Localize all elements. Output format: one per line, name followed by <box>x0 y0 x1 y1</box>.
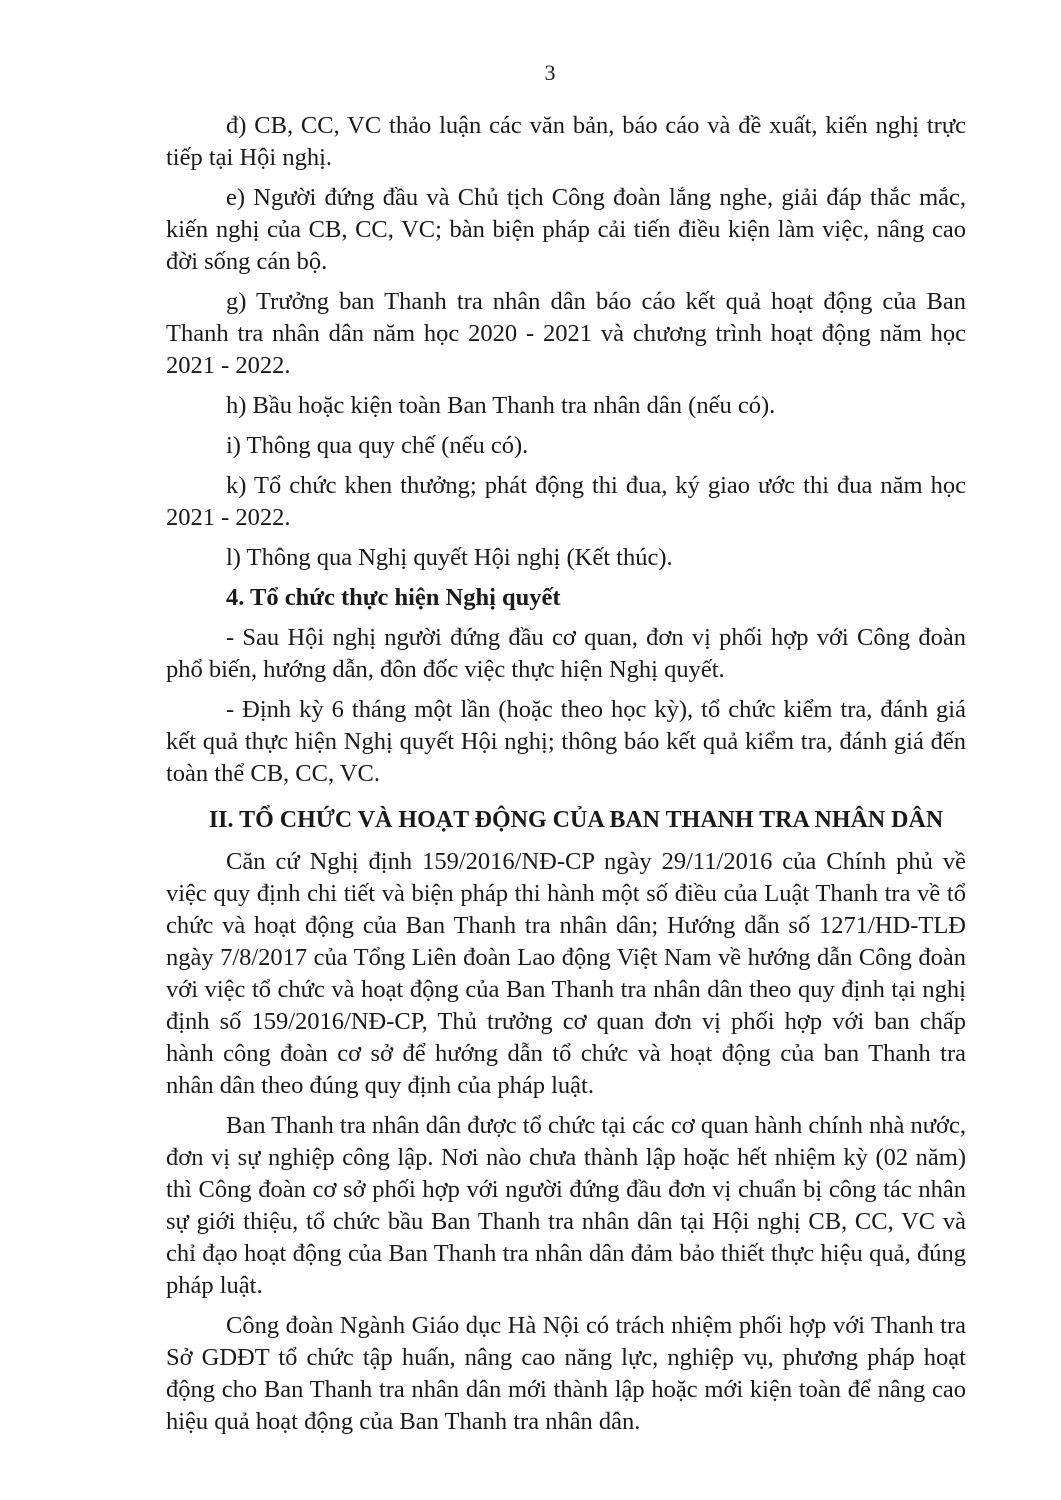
section-ii-paragraph-2: Ban Thanh tra nhân dân được tổ chức tại các cơ quan hành chính nhà nước, đơn vị sự nghiệp công lập. Nơi nào chưa thành lập hoặc hết nhiệm kỳ (02 năm) thì Công đoàn cơ sở phối hợp với người đứng đầu đơn vị chuẩn bị công tác nhân sự giới thiệu, tổ chức bầu Ban Thanh tra nhân dân tại Hội nghị CB, CC, VC và chỉ đạo hoạt động của Ban Thanh tra nhân dân đảm bảo thiết thực hiệu quả, đúng pháp luật. <box>166 1112 966 1299</box>
item-d: đ) CB, CC, VC thảo luận các văn bản, báo cáo và đề xuất, kiến nghị trực tiếp tại Hội nghị. <box>166 112 966 171</box>
item-k: k) Tổ chức khen thưởng; phát động thi đua, ký giao ước thi đua năm học 2021 - 2022. <box>166 472 966 531</box>
item-e: e) Người đứng đầu và Chủ tịch Công đoàn lắng nghe, giải đáp thắc mắc, kiến nghị của CB, CC, VC; bàn biện pháp cải tiến điều kiện làm việc, nâng cao đời sống cán bộ. <box>166 184 966 275</box>
section-4-heading: 4. Tổ chức thực hiện Nghị quyết <box>226 584 561 611</box>
document-body <box>166 110 966 1446</box>
section-4-bullet-2: - Định kỳ 6 tháng một lần (hoặc theo học kỳ), tổ chức kiểm tra, đánh giá kết quả thực hiện Nghị quyết Hội nghị; thông báo kết quả kiểm tra, đánh giá đến toàn thể CB, CC, VC. <box>166 696 966 787</box>
section-ii-paragraph-3: Công đoàn Ngành Giáo dục Hà Nội có trách nhiệm phối hợp với Thanh tra Sở GDĐT tổ chức tập huấn, nâng cao năng lực, nghiệp vụ, phương pháp hoạt động cho Ban Thanh tra nhân dân mới thành lập hoặc mới kiện toàn để nâng cao hiệu quả hoạt động của Ban Thanh tra nhân dân. <box>166 1312 966 1435</box>
item-i: i) Thông qua quy chế (nếu có). <box>226 432 529 459</box>
item-h: h) Bầu hoặc kiện toàn Ban Thanh tra nhân dân (nếu có). <box>226 392 776 419</box>
page-number: 3 <box>544 60 556 85</box>
section-ii-heading: II. TỔ CHỨC VÀ HOẠT ĐỘNG CỦA BAN THANH TRA NHÂN DÂN <box>208 807 944 833</box>
section-4-bullet-1: - Sau Hội nghị người đứng đầu cơ quan, đơn vị phối hợp với Công đoàn phổ biến, hướng dẫn, đôn đốc việc thực hiện Nghị quyết. <box>166 624 966 683</box>
item-g: g) Trưởng ban Thanh tra nhân dân báo cáo kết quả hoạt động của Ban Thanh tra nhân dân năm học 2020 - 2021 và chương trình hoạt động năm học 2021 - 2022. <box>166 288 966 379</box>
item-l: l) Thông qua Nghị quyết Hội nghị (Kết thúc). <box>226 544 673 571</box>
section-ii-paragraph-1: Căn cứ Nghị định 159/2016/NĐ-CP ngày 29/11/2016 của Chính phủ về việc quy định chi tiết và biện pháp thi hành một số điều của Luật Thanh tra về tổ chức và hoạt động của Ban Thanh tra nhân dân; Hướng dẫn số 1271/HD-TLĐ ngày 7/8/2017 của Tổng Liên đoàn Lao động Việt Nam về hướng dẫn Công đoàn với việc tổ chức và hoạt động của Ban Thanh tra nhân dân theo quy định tại nghị định số 159/2016/NĐ-CP, Thủ trưởng cơ quan đơn vị phối hợp với ban chấp hành công đoàn cơ sở để hướng dẫn tổ chức và hoạt động của ban Thanh tra nhân dân theo đúng quy định của pháp luật. <box>166 848 966 1099</box>
